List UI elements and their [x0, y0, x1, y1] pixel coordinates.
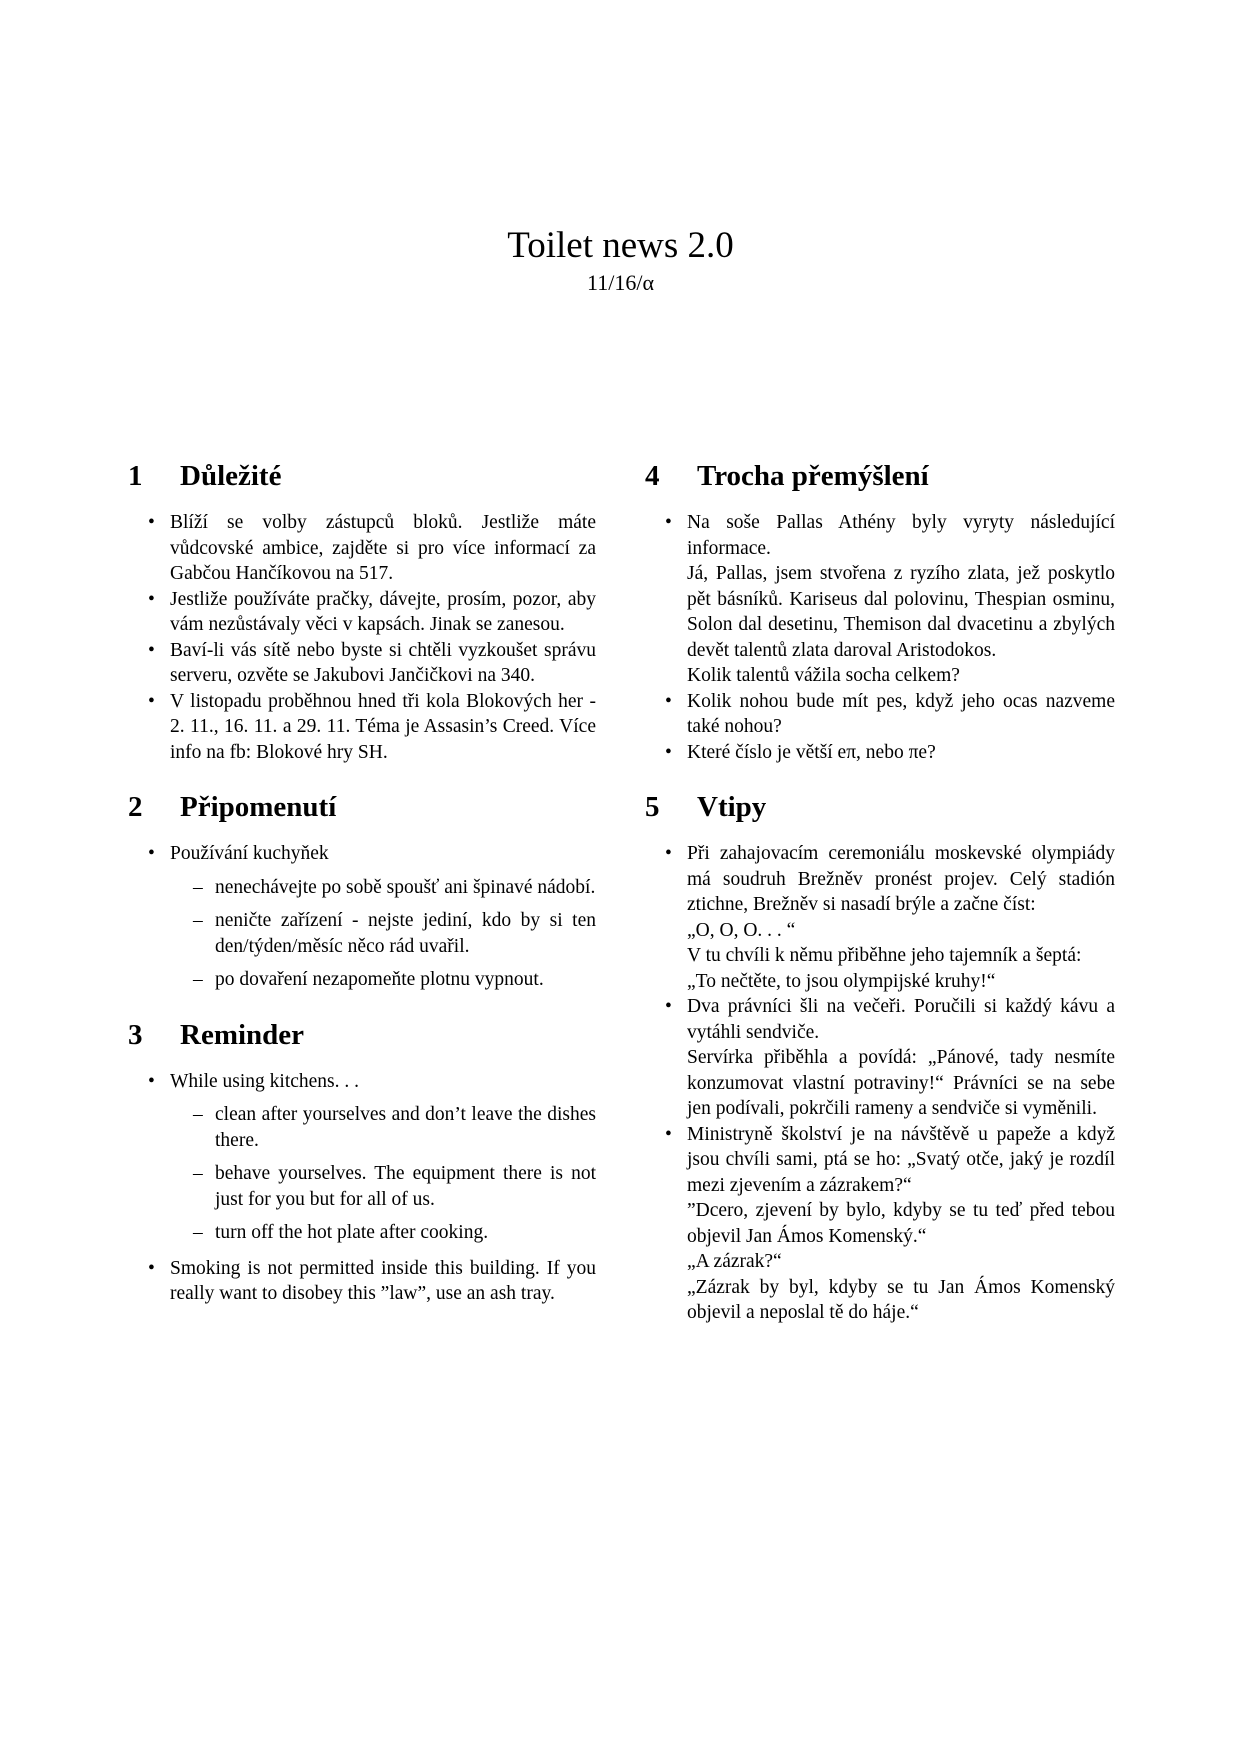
list-item [687, 994, 1115, 1122]
list-item: • V listopadu proběhnou hned tři kola Blokových her - 2. 11., 16. 11. a 29. 11. Téma je Assasin’s Creed. Více info na fb: Blokové hry SH. [170, 689, 596, 766]
section-heading [128, 789, 596, 825]
list-item: • Baví-li vás sítě nebo byste si chtěli vyzkoušet správu serveru, ozvěte se Jakubovi Jančičkovi na 340. [170, 638, 596, 689]
left-column [128, 458, 596, 1331]
paragraph: Já, Pallas, jsem stvořena z ryzího zlata, jež poskytlo pět básníků. Kariseus dal polovinu, Thespian osminu, Solon dal desetinu, Themison dal dvacetinu a zbylých devět talentů zlata daroval Aristodokos. [687, 563, 1115, 661]
list-item [687, 841, 1115, 994]
section-number: 2 [128, 791, 143, 823]
paragraph: • Dva právníci šli na večeři. Poručili si každý kávu a vytáhli sendviče. [687, 996, 1115, 1043]
paragraph: „O, O, O. . . “ [687, 919, 796, 941]
list-item: • Kolik nohou bude mít pes, když jeho ocas nazveme také nohou? [687, 689, 1115, 740]
list-item [170, 1069, 596, 1246]
list-item-text: While using kitchens. . . [170, 1070, 360, 1092]
sub-list-item: – nenechávejte po sobě spoušť ani špinavé nádobí. [215, 875, 596, 901]
page-date: 11/16/α [587, 270, 654, 295]
dash-list [170, 1102, 596, 1246]
section-heading [128, 1017, 596, 1053]
section-number: 4 [645, 460, 660, 492]
paragraph: ”Dcero, zjevení by bylo, kdyby se tu teď před tebou objevil Jan Ámos Komenský.“ [687, 1200, 1115, 1247]
list-item: • Které číslo je větší eπ, nebo πe? [687, 740, 1115, 766]
paragraph: • Na soše Pallas Athény byly vyryty následující informace. [687, 512, 1115, 559]
paragraph: Kolik talentů vážila socha celkem? [687, 665, 960, 686]
bullet-list [128, 510, 596, 765]
list-item-text: Používání kuchyňek [170, 843, 329, 864]
sub-list-item: – clean after yourselves and don’t leave the dishes there. [215, 1102, 596, 1153]
list-item [687, 1122, 1115, 1326]
list-item [687, 510, 1115, 689]
section-heading [645, 458, 1115, 494]
section-2 [128, 789, 596, 993]
paragraph: „Zázrak by byl, kdyby se tu Jan Ámos Komenský objevil a neposlal tě do háje.“ [687, 1276, 1115, 1323]
list-item: • Smoking is not permitted inside this building. If you really want to disobey this ”law”, use an ash tray. [170, 1256, 596, 1307]
sub-list-item: – behave yourselves. The equipment there is not just for you but for all of us. [215, 1161, 596, 1212]
section-title: Důležité [180, 460, 282, 492]
right-column [645, 458, 1115, 1350]
page-title: Toilet news 2.0 [507, 225, 734, 266]
paragraph: „To nečtěte, to jsou olympijské kruhy!“ [687, 970, 996, 992]
section-title: Vtipy [697, 791, 767, 823]
paragraph: Servírka přiběhla a povídá: „Pánové, tady nesmíte konzumovat vlastní potraviny!“ Právníci se na sebe jen podívali, pokrčili rameny a sendviče si vyměnili. [687, 1047, 1115, 1119]
bullet-list [645, 841, 1115, 1326]
bullet-list [645, 510, 1115, 765]
list-item [170, 841, 596, 993]
section-title: Připomenutí [180, 791, 337, 823]
section-title: Reminder [180, 1018, 305, 1051]
paragraph: V tu chvíli k němu přiběhne jeho tajemník a šeptá: [687, 945, 1082, 966]
bullet-list [128, 1069, 596, 1307]
sub-list-item: – turn off the hot plate after cooking. [215, 1220, 596, 1246]
dash-list [170, 875, 596, 993]
list-item: • Blíží se volby zástupců bloků. Jestliže máte vůdcovské ambice, zajděte si pro více informací za Gabčou Hančíkovou na 517. [170, 510, 596, 587]
section-1 [128, 458, 596, 765]
paragraph: • Při zahajovacím ceremoniálu moskevské olympiády má soudruh Brežněv pronést projev. Celý stadión ztichne, Brežněv si nasadí brýle a začne číst: [687, 843, 1115, 915]
section-number: 1 [128, 460, 143, 492]
sub-list-item: – po dovaření nezapomeňte plotnu vypnout. [215, 967, 596, 993]
section-number: 3 [128, 1018, 143, 1051]
section-5 [645, 789, 1115, 1326]
paragraph: „A zázrak?“ [687, 1251, 782, 1272]
paragraph: • Ministryně školství je na návštěvě u papeže a když jsou chvíli sami, ptá se ho: „Svatý otče, jaký je rozdíl mezi zjevením a zázrakem?“ [687, 1123, 1115, 1196]
bullet-list [128, 841, 596, 993]
section-heading [128, 458, 596, 494]
list-item: • Jestliže používáte pračky, dávejte, prosím, pozor, aby vám nezůstávaly věci v kapsách. Jinak se zanesou. [170, 587, 596, 638]
section-title: Trocha přemýšlení [697, 460, 929, 492]
section-3 [128, 1017, 596, 1307]
section-number: 5 [645, 791, 660, 823]
section-4 [645, 458, 1115, 765]
sub-list-item: – neničte zařízení - nejste jediní, kdo by si ten den/týden/měsíc něco rád uvařil. [215, 908, 596, 959]
section-heading [645, 789, 1115, 825]
